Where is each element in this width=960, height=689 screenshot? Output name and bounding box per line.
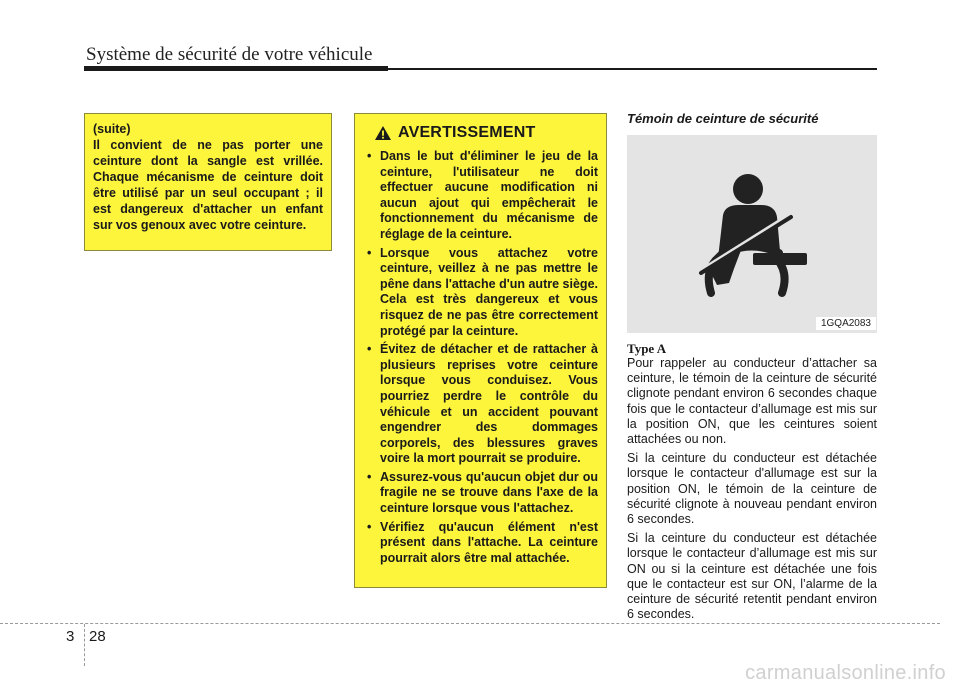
body-text <box>627 356 877 626</box>
footer-divider <box>0 623 940 624</box>
seatbelt-indicator-figure <box>627 135 877 333</box>
type-label: Type A <box>627 341 667 356</box>
watermark: carmanualsonline.info <box>745 662 946 684</box>
warning-heading: AVERTISSEMENT <box>398 124 536 141</box>
warning-triangle-icon <box>374 125 392 141</box>
body-paragraph: Si la ceinture du conducteur est détachée lorsque le contacteur d’allumage est mis sur ON ou si la ceinture est détachée une fois que le contacteur est sur ON, l’alarme de la ceinture de sécurité retentit pendant environ 6 secondes. <box>627 531 877 622</box>
footer-vertical-divider <box>84 624 85 666</box>
warning-item: • Dans le but d'éliminer le jeu de la ceinture, l'utilisateur ne doit effectuer aucune modification ni aucun ajout qui empêcherait le fonctionnement du mécanisme de réglage de la ceinture. <box>367 149 598 241</box>
header-rule-thin <box>388 68 877 70</box>
section-title: Témoin de ceinture de sécurité <box>627 111 819 126</box>
figure-code: 1GQA2083 <box>816 317 876 330</box>
page-number: 28 <box>89 628 106 645</box>
body-paragraph: Si la ceinture du conducteur est détachée lorsque le contacteur d'allumage est sur la position ON, le témoin de la ceinture de sécurité clignote à nouveau pendant environ 6 secondes. <box>627 451 877 527</box>
suite-heading: (suite) <box>93 122 131 136</box>
warning-header <box>374 120 598 146</box>
warning-list <box>364 149 598 566</box>
seatbelt-warning-icon <box>627 135 877 333</box>
warning-box <box>354 113 607 588</box>
warning-item: • Lorsque vous attachez votre ceinture, veillez à ne pas mettre le pêne dans l'attache d'un autre siège. Cela est très dangereux et vous risquez de ne pas être correctement protégé par la ceinture. <box>367 245 598 338</box>
header-rule-thick <box>84 66 388 71</box>
warning-item: • Assurez-vous qu'aucun objet dur ou fragile ne se trouve dans l'axe de la ceinture lorsque vous l'attachez. <box>367 469 598 516</box>
body-paragraph: Pour rappeler au conducteur d’attacher sa ceinture, le témoin de la ceinture de sécurité clignote pendant environ 6 secondes chaque fois que le contacteur d’allumage est mis sur la position ON, que les ceintures soient attachées ou non. <box>627 356 877 447</box>
chapter-number: 3 <box>66 628 75 645</box>
page-header-title: Système de sécurité de votre véhicule <box>86 44 373 65</box>
warning-item: • Vérifiez qu'aucun élément n'est présent dans l'attache. La ceinture pourrait alors être mal attachée. <box>367 519 598 565</box>
warning-item: • Évitez de détacher et de rattacher à plusieurs reprises votre ceinture lorsque vous conduisez. Vous pourriez perdre le contrôle du véhicule et un accident pouvant engendrer des dommages corporels, des blessures graves voire la mort pourrait se produire. <box>367 342 598 466</box>
suite-text: Il convient de ne pas porter une ceinture dont la sangle est vrillée. Chaque mécanisme de ceinture doit être utilisé par un seul occupant ; il est dangereux d'attacher un enfant sur vos genoux avec votre ceinture. <box>93 138 323 232</box>
suite-caution-box <box>84 113 332 251</box>
